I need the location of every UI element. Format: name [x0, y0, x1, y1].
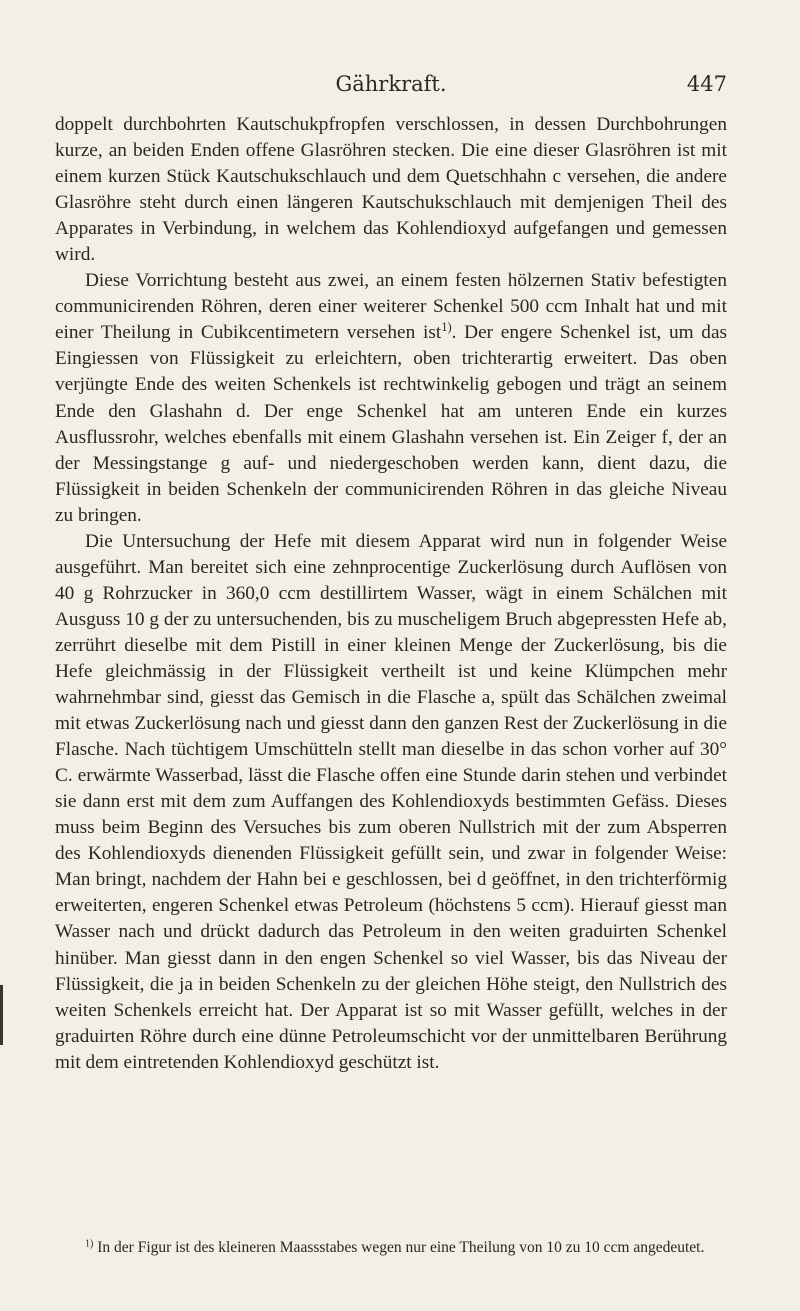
- page-number: 447: [686, 72, 727, 96]
- paragraph-2: [55, 268, 727, 528]
- footnote: [55, 1237, 727, 1259]
- paragraph-1: doppelt durchbohrten Kautschukpfropfen verschlossen, in dessen Durchbohrungen kurze, an beiden Enden offene Glasröhren stecken. Die eine dieser Glasröhren ist mit einem kurzen Stück Kautschukschlauch und dem Quetschhahn c versehen, die andere Glasröhre steht durch einen längeren Kautschukschlauch mit demjenigen Theil des Apparates in Verbindung, in welchem das Kohlendioxyd aufgefangen und gemessen wird.: [55, 114, 727, 266]
- paragraph-2-part-b: . Der engere Schenkel ist, um das Eingiessen von Flüssigkeit zu erleichtern, oben trichterartig erweitert. Das oben verjüngte Ende des weiten Schenkels ist rechtwinkelig gebogen und trägt an seinem Ende den Glashahn d. Der enge Schenkel hat am unteren Ende ein kurzes Ausflussrohr, welches ebenfalls mit einem Glashahn versehen ist. Ein Zeiger f, der an der Messingstange g auf- und niedergeschoben werden kann, dient dazu, die Flüssigkeit in beiden Schenkeln der communicirenden Röhren in das gleiche Niveau zu bringen.: [55, 322, 727, 526]
- footnote-marker: 1): [85, 1238, 94, 1250]
- footnote-text: In der Figur ist des kleineren Maassstabes wegen nur eine Theilung von 10 zu 10 ccm angedeutet.: [93, 1239, 705, 1256]
- page-edge-mark: [0, 985, 3, 1045]
- paragraph-2-part-a: Diese Vorrichtung besteht aus zwei, an einem festen hölzernen Stativ befestigten communicirenden Röhren, deren einer weiterer Schenkel 500 ccm Inhalt hat und mit einer Theilung in Cubikcentimetern versehen ist: [55, 270, 727, 344]
- running-head: [55, 72, 727, 102]
- running-title: Gährkraft.: [335, 72, 447, 96]
- paragraph-3: Die Untersuchung der Hefe mit diesem Apparat wird nun in folgender Weise ausgeführt. Man bereitet sich eine zehnprocentige Zuckerlösung durch Auflösen von 40 g Rohrzucker in 360,0 ccm destillirtem Wasser, wägt in einem Schälchen mit Ausguss 10 g der zu untersuchenden, bis zu muscheligem Bruch abgepressten Hefe ab, zerrührt dieselbe mit dem Pistill in einer kleinen Menge der Zuckerlösung, bis die Hefe gleichmässig in der Flüssigkeit vertheilt ist und keine Klümpchen mehr wahrnehmbar sind, giesst das Gemisch in die Flasche a, spült das Schälchen zweimal mit etwas Zuckerlösung nach und giesst dann den ganzen Rest der Zuckerlösung in die Flasche. Nach tüchtigem Umschütteln stellt man dieselbe in das schon vorher auf 30° C. erwärmte Wasserbad, lässt die Flasche offen eine Stunde darin stehen und verbindet sie dann erst mit dem zum Auffangen des Kohlendioxyds bestimmten Gefäss. Dieses muss beim Beginn des Versuches bis zum oberen Nullstrich mit der zum Absperren des Kohlendioxyds dienenden Flüssigkeit gefüllt sein, und zwar in folgender Weise: Man bringt, nachdem der Hahn bei e geschlossen, bei d geöffnet, in den trichterförmig erweiterten, engeren Schenkel etwas Petroleum (höchstens 5 ccm). Hierauf giesst man Wasser nach und drückt dadurch das Petroleum in den weiten graduirten Schenkel hinüber. Man giesst dann in den engen Schenkel so viel Wasser, bis das Niveau der Flüssigkeit, die ja in beiden Schenkeln zu der gleichen Höhe steigt, den Nullstrich des weiten Schenkels erreicht hat. Der Apparat ist so mit Wasser gefüllt, welches in der graduirten Röhre durch eine dünne Petroleumschicht vor der unmittelbaren Berührung mit dem eintretenden Kohlendioxyd geschützt ist.: [55, 530, 727, 1073]
- body-text: [55, 112, 727, 1076]
- footnote-reference: 1): [441, 320, 452, 335]
